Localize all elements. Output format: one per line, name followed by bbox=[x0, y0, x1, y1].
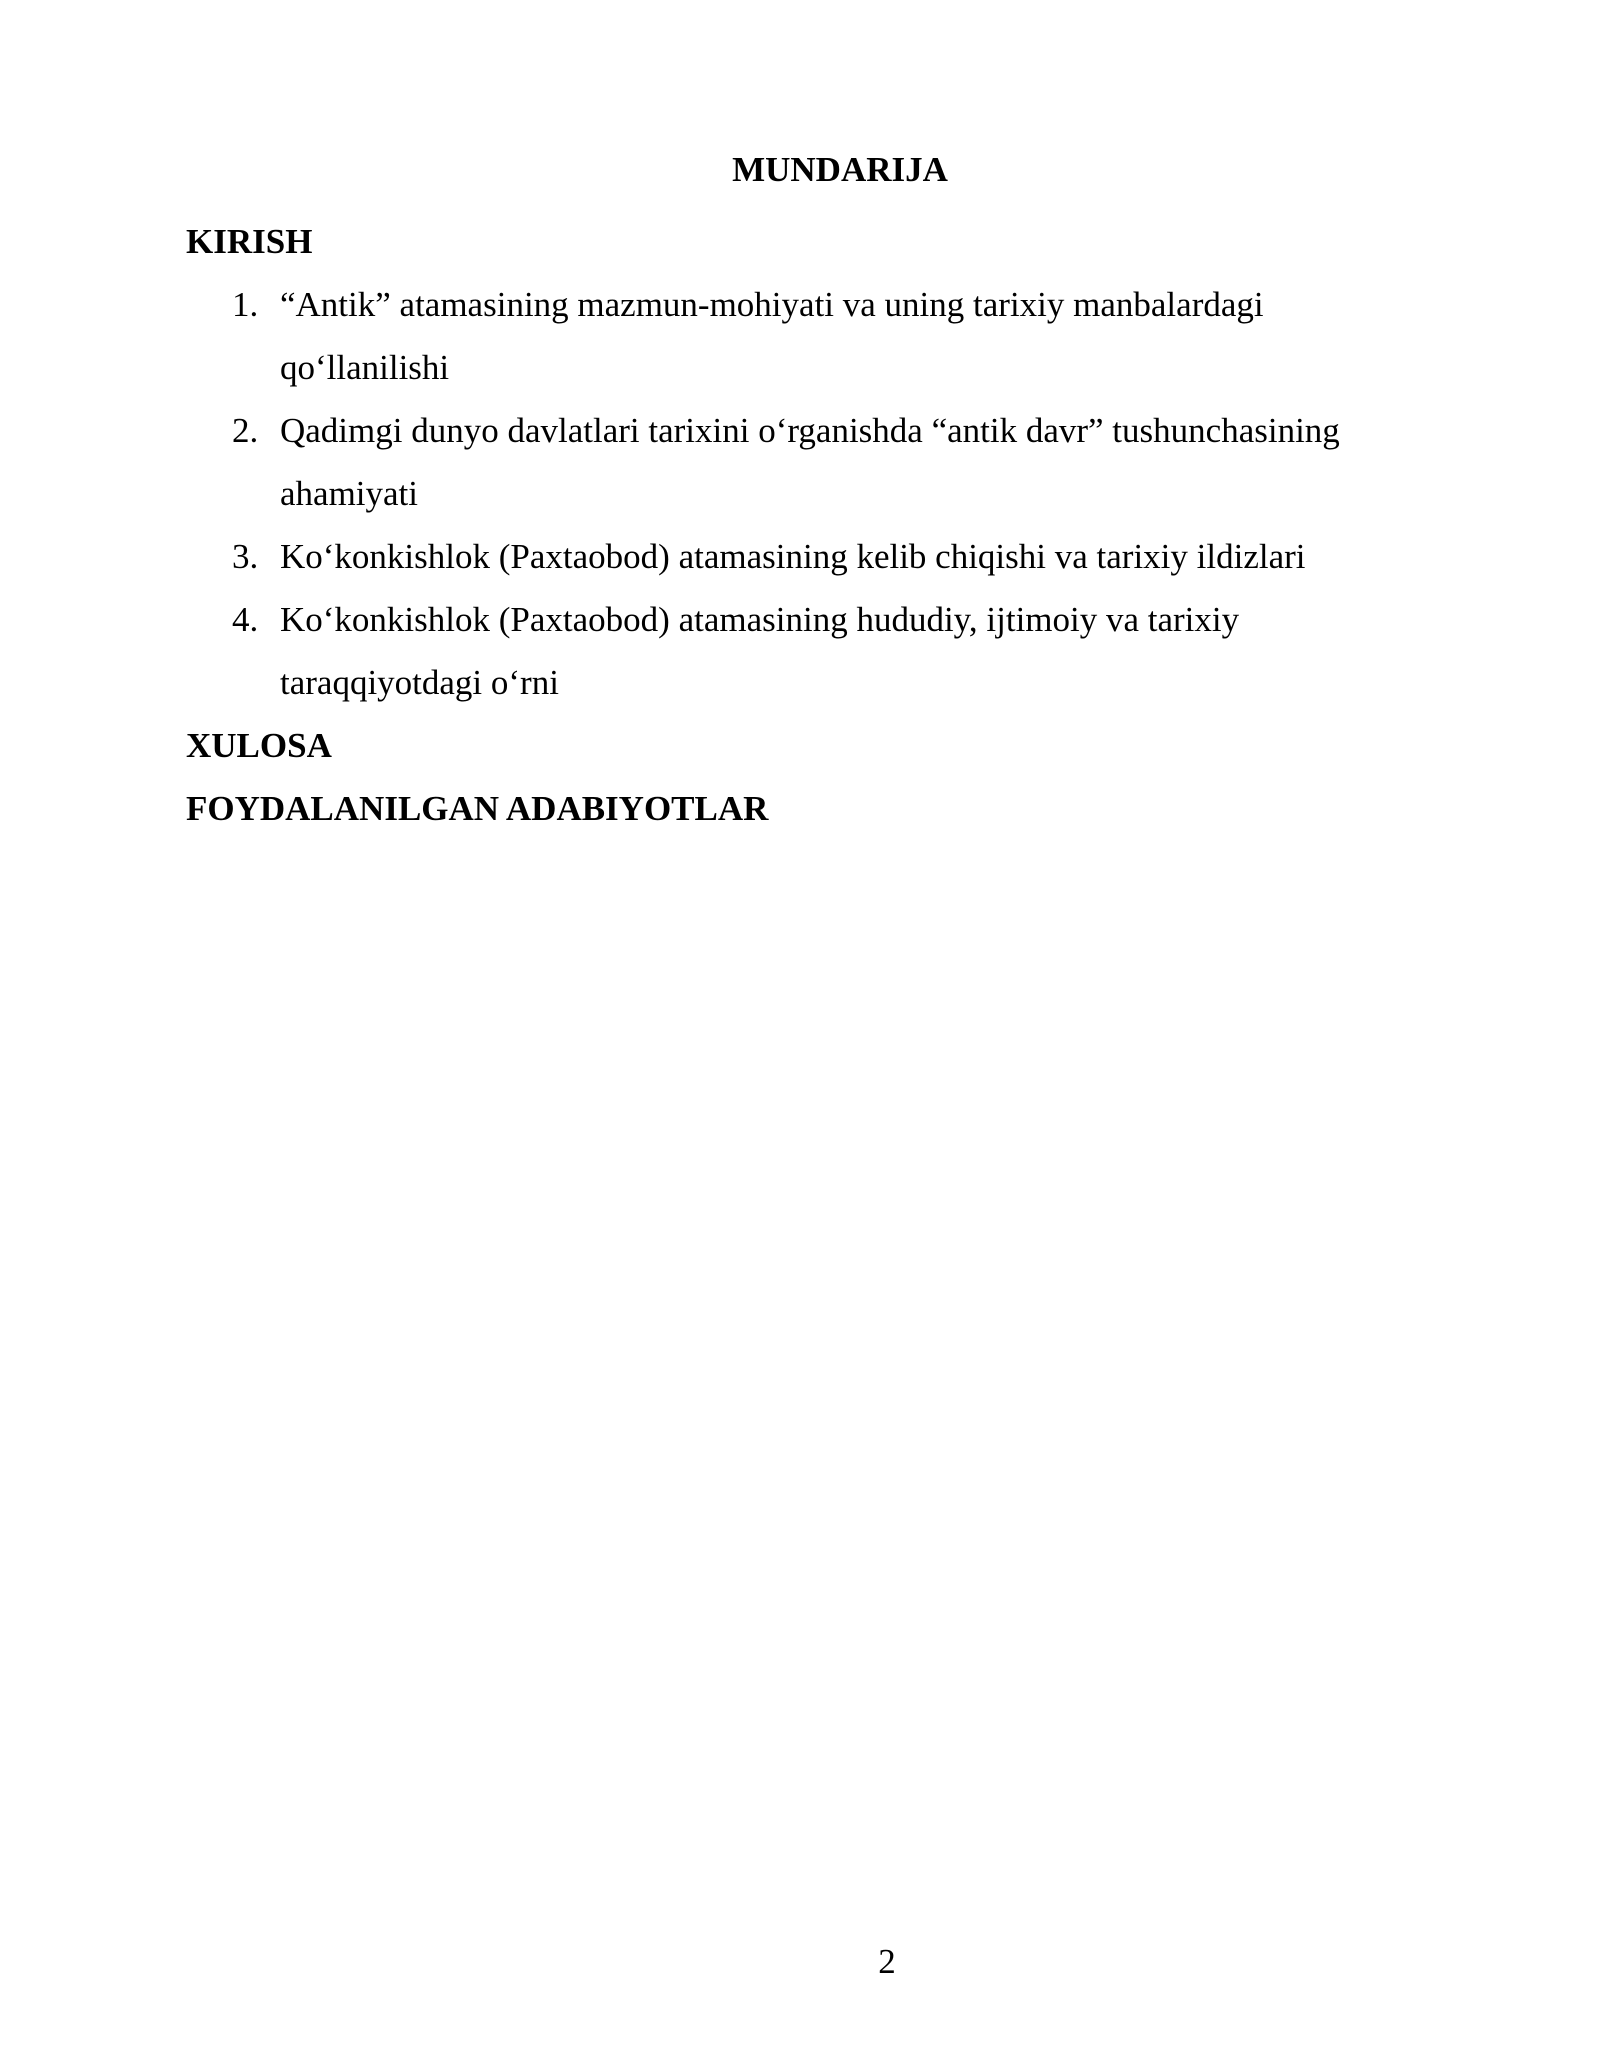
toc-list bbox=[186, 273, 1436, 714]
toc-item-text: Qadimgi dunyo davlatlari tarixini o‘rganishda “antik davr” tushunchasining ahamiyati bbox=[280, 411, 1340, 513]
toc-item-number: 2. bbox=[232, 411, 259, 450]
toc-item-number: 3. bbox=[232, 537, 259, 576]
heading-conclusion: XULOSA bbox=[186, 726, 332, 765]
heading-introduction: KIRISH bbox=[186, 222, 313, 261]
toc-item-4 bbox=[186, 588, 1436, 714]
toc-item-text: “Antik” atamasining mazmun-mohiyati va uning tarixiy manbalardagi qo‘llanilishi bbox=[280, 285, 1264, 387]
toc-item-1 bbox=[186, 273, 1436, 399]
page-number: 2 bbox=[878, 1942, 896, 1981]
page-title: MUNDARIJA bbox=[732, 150, 948, 189]
toc-item-number: 4. bbox=[232, 600, 259, 639]
toc-item-number: 1. bbox=[232, 285, 259, 324]
heading-references: FOYDALANILGAN ADABIYOTLAR bbox=[186, 789, 769, 828]
toc-item-text: Ko‘konkishlok (Paxtaobod) atamasining kelib chiqishi va tarixiy ildizlari bbox=[280, 537, 1306, 576]
toc-item-2 bbox=[186, 399, 1436, 525]
table-of-contents bbox=[186, 210, 1436, 840]
toc-item-3 bbox=[186, 525, 1436, 588]
toc-item-text: Ko‘konkishlok (Paxtaobod) atamasining hududiy, ijtimoiy va tarixiy taraqqiyotdagi o‘rni bbox=[280, 600, 1240, 702]
